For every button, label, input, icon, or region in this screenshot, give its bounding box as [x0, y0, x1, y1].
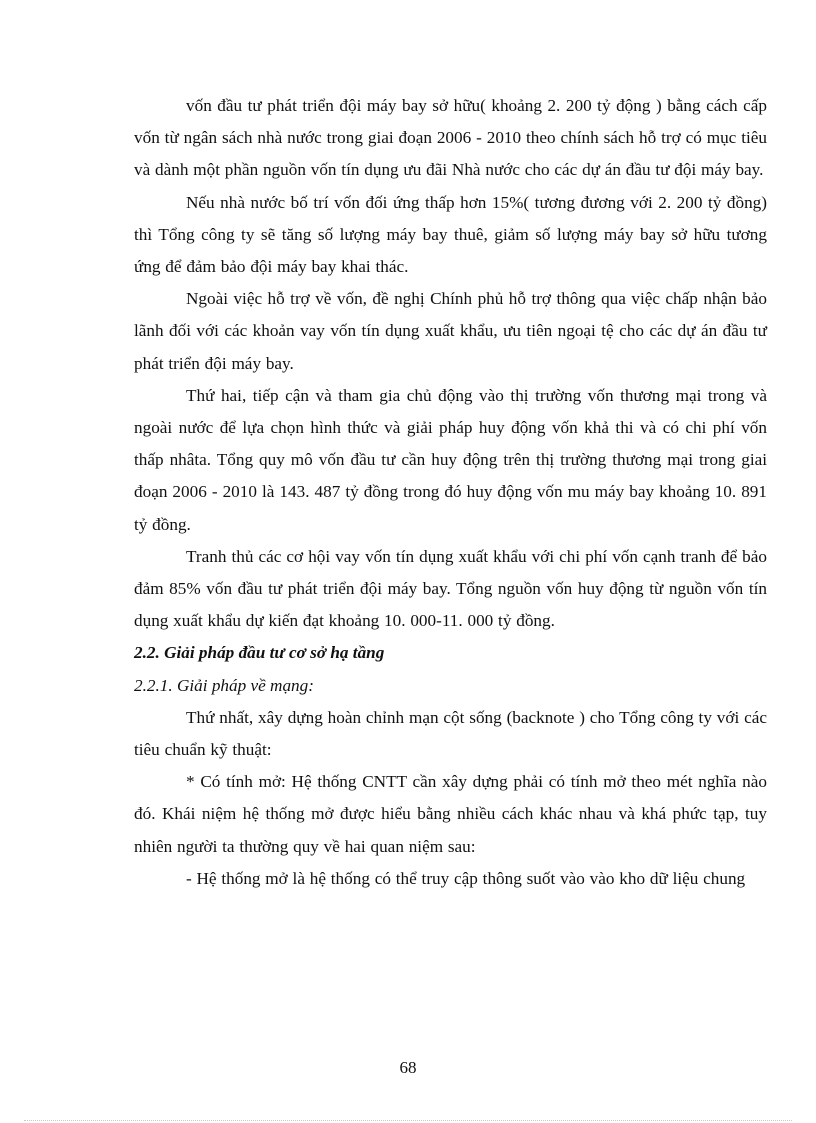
paragraph: Tranh thủ các cơ hội vay vốn tín dụng xuất khẩu với chi phí vốn cạnh tranh để bảo đảm 85% vốn đầu tư phát triển đội máy bay. Tổng nguồn vốn huy động từ nguồn vốn tín dụng xuất khẩu dự kiến đạt khoảng 10. 000-11. 000 tỷ đồng. — [134, 546, 767, 631]
paragraph: Thứ nhất, xây dựng hoàn chỉnh mạn cột sống (backnote ) cho Tổng công ty với các tiêu chuẩn kỹ thuật: — [134, 707, 767, 760]
paragraph: Ngoài việc hỗ trợ về vốn, đề nghị Chính phủ hỗ trợ thông qua việc chấp nhận bảo lãnh đối với các khoản vay vốn tín dụng xuất khẩu, ưu tiên ngoại tệ cho các dự án đầu tư phát triển đội máy bay. — [134, 289, 767, 373]
paragraph: Thứ hai, tiếp cận và tham gia chủ động vào thị trường vốn thương mại trong và ngoài nước để lựa chọn hình thức và giải pháp huy động vốn khả thi và có chi phí vốn thấp nhâta. Tổng quy mô vốn đầu tư cần huy động trên thị trường thương mại trong giai đoạn 2006 - 2010 là 143. 487 tỷ đồng trong đó huy động vốn mu máy bay khoảng 10. 891 tỷ đồng. — [134, 385, 767, 534]
page-bottom-divider — [24, 1120, 792, 1121]
subsection-heading: 2.2.1. Giải pháp về mạng: — [134, 675, 314, 695]
paragraph: vốn đầu tư phát triển đội máy bay sở hữu( khoảng 2. 200 tỷ động ) bằng cách cấp vốn từ ngân sách nhà nước trong giai đoạn 2006 - 2010 theo chính sách hỗ trợ có mục tiêu và dành một phần nguồn vốn tín dụng ưu đãi Nhà nước cho các dự án đầu tư đội máy bay. — [134, 96, 767, 180]
paragraph: Nếu nhà nước bố trí vốn đối ứng thấp hơn 15%( tương đương với 2. 200 tỷ đồng) thì Tổng công ty sẽ tăng số lượng máy bay thuê, giảm số lượng máy bay sở hữu tương ứng để đảm bảo đội máy bay khai thác. — [134, 192, 767, 277]
paragraph: * Có tính mở: Hệ thống CNTT cần xây dựng phải có tính mở theo mét nghĩa nào đó. Khái niệm hệ thống mở được hiểu bằng nhiều cách khác nhau và khá phức tạp, tuy nhiên người ta thường quy về hai quan niệm sau: — [134, 772, 767, 856]
page-number: 68 — [399, 1058, 417, 1077]
section-heading: 2.2. Giải pháp đầu tư cơ sở hạ tầng — [134, 643, 385, 663]
paragraph: - Hệ thống mở là hệ thống có thể truy cập thông suốt vào vào kho dữ liệu chung — [186, 868, 746, 888]
page-body — [134, 90, 767, 895]
